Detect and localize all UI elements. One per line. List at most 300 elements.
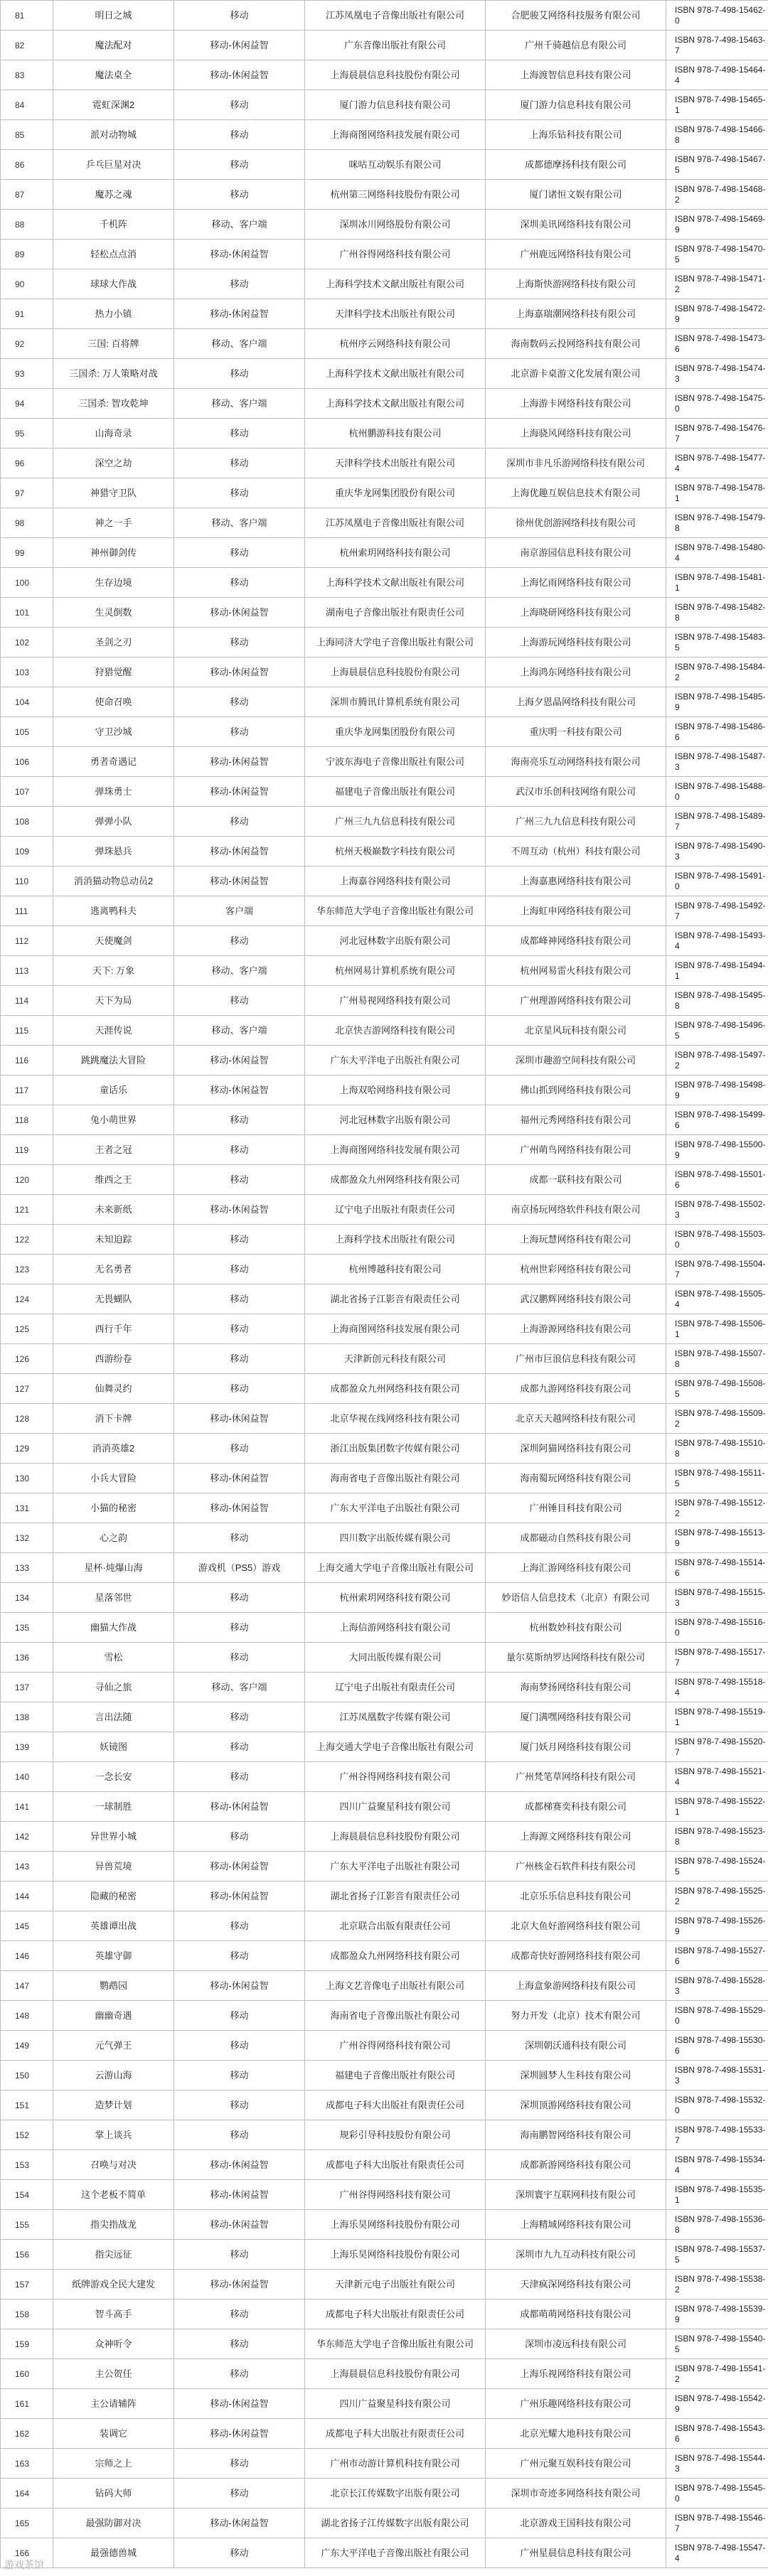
platform-type-cell: 移动 — [174, 1434, 305, 1464]
table-row — [1, 31, 768, 60]
table-row — [1, 1792, 768, 1822]
game-title-cell: 掌上谈兵 — [53, 2120, 174, 2150]
game-title-cell: 最强防御对决 — [53, 2508, 174, 2538]
operator-cell: 深圳寰宇互联网科技有限公司 — [486, 2180, 666, 2210]
game-title-cell: 王者之冠 — [53, 1135, 174, 1165]
publisher-cell: 辽宁电子出版社有限责任公司 — [305, 1673, 486, 1702]
row-number-cell: 138 — [1, 1702, 53, 1732]
platform-type-cell: 移动 — [174, 2061, 305, 2091]
platform-type-cell: 移动、客户端 — [174, 389, 305, 419]
operator-cell: 广州千骑越信息有限公司 — [486, 31, 666, 60]
table-row — [1, 658, 768, 687]
game-title-cell: 云游山海 — [53, 2061, 174, 2091]
isbn-number-cell: ISBN 978-7-498-15523-8 — [666, 1822, 768, 1852]
publisher-cell: 广东大平洋电子出版社有限公司 — [305, 1493, 486, 1523]
isbn-number-cell: ISBN 978-7-498-15533-7 — [666, 2120, 768, 2150]
isbn-number-cell: ISBN 978-7-498-15495-8 — [666, 986, 768, 1016]
game-title-cell: 魔法桌全 — [53, 60, 174, 90]
operator-cell: 上海晓研网络科技有限公司 — [486, 598, 666, 628]
publisher-cell: 江苏凤凰电子音像出版社有限公司 — [305, 1, 486, 31]
platform-type-cell: 移动-休闲益智 — [174, 658, 305, 687]
platform-type-cell: 移动 — [174, 1613, 305, 1643]
table-row — [1, 1643, 768, 1673]
publisher-cell: 杭州索玥网络科技有限公司 — [305, 538, 486, 568]
isbn-number-cell: ISBN 978-7-498-15526-9 — [666, 1911, 768, 1941]
game-title-cell: 轻松点点消 — [53, 240, 174, 269]
operator-cell: 厦门诸恒文娱有限公司 — [486, 180, 666, 210]
row-number-cell: 154 — [1, 2180, 53, 2210]
row-number-cell: 153 — [1, 2150, 53, 2180]
isbn-number-cell: ISBN 978-7-498-15539-9 — [666, 2299, 768, 2329]
row-number-cell: 98 — [1, 508, 53, 538]
publisher-cell: 河北冠林数字出版有限公司 — [305, 926, 486, 956]
game-title-cell: 守卫沙城 — [53, 717, 174, 747]
isbn-number-cell: ISBN 978-7-498-15481-1 — [666, 568, 768, 598]
isbn-number-cell: ISBN 978-7-498-15535-1 — [666, 2180, 768, 2210]
operator-cell: 成都峰神网络科技有限公司 — [486, 926, 666, 956]
operator-cell: 广州核金石软件科技有限公司 — [486, 1852, 666, 1882]
operator-cell: 武汉鹏辉网络科技有限公司 — [486, 1284, 666, 1314]
row-number-cell: 126 — [1, 1344, 53, 1374]
game-title-cell: 寻仙之旅 — [53, 1673, 174, 1702]
operator-cell: 深圳朝沃通科技有限公司 — [486, 2031, 666, 2061]
publisher-cell: 广州谷得网络科技有限公司 — [305, 1762, 486, 1792]
table-row — [1, 2031, 768, 2061]
game-title-cell: 天使魔剑 — [53, 926, 174, 956]
table-row — [1, 329, 768, 359]
table-row — [1, 269, 768, 299]
table-row — [1, 837, 768, 866]
row-number-cell: 82 — [1, 31, 53, 60]
operator-cell: 上海嘉瑞潮网络科技有限公司 — [486, 299, 666, 329]
row-number-cell: 150 — [1, 2061, 53, 2091]
table-row — [1, 478, 768, 508]
publisher-cell: 广州谷得网络科技有限公司 — [305, 2180, 486, 2210]
row-number-cell: 94 — [1, 389, 53, 419]
publisher-cell: 深圳市腾讯计算机系统有限公司 — [305, 687, 486, 717]
operator-cell: 广州市巨浪信息科技有限公司 — [486, 1344, 666, 1374]
publisher-cell: 上海晨晨信息科技股份有限公司 — [305, 60, 486, 90]
operator-cell: 深圳顶游网络科技有限公司 — [486, 2091, 666, 2120]
game-title-cell: 一球制胜 — [53, 1792, 174, 1822]
publisher-cell: 天津新元电子出版社有限公司 — [305, 2270, 486, 2299]
table-row — [1, 1344, 768, 1374]
isbn-number-cell: ISBN 978-7-498-15499-6 — [666, 1105, 768, 1135]
game-title-cell: 异兽荒境 — [53, 1852, 174, 1882]
isbn-number-cell: ISBN 978-7-498-15467-5 — [666, 150, 768, 180]
operator-cell: 成都萌萌网络科技有限公司 — [486, 2299, 666, 2329]
publisher-cell: 上海商图网络科技发展有限公司 — [305, 1135, 486, 1165]
row-number-cell: 100 — [1, 568, 53, 598]
platform-type-cell: 移动-休闲益智 — [174, 1195, 305, 1225]
game-title-cell: 天下为局 — [53, 986, 174, 1016]
isbn-number-cell: ISBN 978-7-498-15508-5 — [666, 1374, 768, 1404]
row-number-cell: 104 — [1, 687, 53, 717]
publisher-cell: 杭州第三网络科技股份有限公司 — [305, 180, 486, 210]
platform-type-cell: 移动 — [174, 1135, 305, 1165]
isbn-number-cell: ISBN 978-7-498-15541-2 — [666, 2359, 768, 2389]
row-number-cell: 105 — [1, 717, 53, 747]
publisher-cell: 广东大平洋电子音像出版社有限公司 — [305, 2538, 486, 2568]
isbn-number-cell: ISBN 978-7-498-15534-4 — [666, 2150, 768, 2180]
game-title-cell: 童话乐 — [53, 1075, 174, 1105]
operator-cell: 上海乐视网络科技有限公司 — [486, 2359, 666, 2389]
isbn-number-cell: ISBN 978-7-498-15520-7 — [666, 1732, 768, 1762]
game-title-cell: 幽猫大作战 — [53, 1613, 174, 1643]
isbn-number-cell: ISBN 978-7-498-15497-2 — [666, 1046, 768, 1075]
operator-cell: 福州元秀网络科技有限公司 — [486, 1105, 666, 1135]
isbn-number-cell: ISBN 978-7-498-15462-0 — [666, 1, 768, 31]
isbn-number-cell: ISBN 978-7-498-15476-7 — [666, 419, 768, 449]
table-row — [1, 1046, 768, 1075]
game-title-cell: 心之韵 — [53, 1523, 174, 1553]
platform-type-cell: 游戏机（PS5）游戏 — [174, 1553, 305, 1583]
game-title-cell: 天下: 万象 — [53, 956, 174, 986]
platform-type-cell: 移动 — [174, 2359, 305, 2389]
row-number-cell: 84 — [1, 90, 53, 120]
game-title-cell: 无畏蝴队 — [53, 1284, 174, 1314]
platform-type-cell: 移动 — [174, 1284, 305, 1314]
publisher-cell: 成都电子科大出版社有限责任公司 — [305, 2299, 486, 2329]
table-row — [1, 240, 768, 269]
platform-type-cell: 移动 — [174, 2449, 305, 2479]
table-row — [1, 2359, 768, 2389]
operator-cell: 海南亮乐互动网络科技有限公司 — [486, 747, 666, 777]
platform-type-cell: 移动 — [174, 1, 305, 31]
isbn-number-cell: ISBN 978-7-498-15490-3 — [666, 837, 768, 866]
isbn-number-cell: ISBN 978-7-498-15464-4 — [666, 60, 768, 90]
row-number-cell: 146 — [1, 1941, 53, 1971]
publisher-cell: 上海文艺音像电子出版社有限公司 — [305, 1971, 486, 2001]
operator-cell: 广州乐趣网络科技有限公司 — [486, 2389, 666, 2419]
operator-cell: 上海玩慧网络科技有限公司 — [486, 1225, 666, 1255]
platform-type-cell: 移动 — [174, 568, 305, 598]
row-number-cell: 99 — [1, 538, 53, 568]
operator-cell: 合肥骏艾网络科技服务有限公司 — [486, 1, 666, 31]
platform-type-cell: 移动-休闲益智 — [174, 2270, 305, 2299]
operator-cell: 努力开发（北京）技术有限公司 — [486, 2001, 666, 2031]
row-number-cell: 130 — [1, 1464, 53, 1493]
operator-cell: 上海游源网络科技有限公司 — [486, 1314, 666, 1344]
platform-type-cell: 移动 — [174, 628, 305, 658]
row-number-cell: 144 — [1, 1882, 53, 1911]
game-title-cell: 天涯传说 — [53, 1016, 174, 1046]
game-title-cell: 球球大作战 — [53, 269, 174, 299]
publisher-cell: 宁波东海电子音像出版社有限公司 — [305, 747, 486, 777]
row-number-cell: 111 — [1, 896, 53, 926]
table-row — [1, 538, 768, 568]
game-title-cell: 圣剑之刃 — [53, 628, 174, 658]
game-title-cell: 异世界小城 — [53, 1822, 174, 1852]
publisher-cell: 上海晨晨信息科技股份有限公司 — [305, 2359, 486, 2389]
game-title-cell: 英雄守御 — [53, 1941, 174, 1971]
publisher-cell: 成都盈众九州网络科技有限公司 — [305, 1941, 486, 1971]
isbn-number-cell: ISBN 978-7-498-15514-6 — [666, 1553, 768, 1583]
game-title-cell: 三国杀: 万人策略对战 — [53, 359, 174, 389]
operator-cell: 上海游卡网络科技有限公司 — [486, 389, 666, 419]
operator-cell: 上海斯快游网络科技有限公司 — [486, 269, 666, 299]
isbn-number-cell: ISBN 978-7-498-15537-5 — [666, 2240, 768, 2270]
isbn-number-cell: ISBN 978-7-498-15545-0 — [666, 2479, 768, 2508]
game-title-cell: 这个老板不简单 — [53, 2180, 174, 2210]
row-number-cell: 123 — [1, 1255, 53, 1284]
table-row — [1, 1374, 768, 1404]
row-number-cell: 166 — [1, 2538, 53, 2568]
platform-type-cell: 移动 — [174, 2479, 305, 2508]
publisher-cell: 大同出版传媒有限公司 — [305, 1643, 486, 1673]
isbn-number-cell: ISBN 978-7-498-15488-0 — [666, 777, 768, 807]
operator-cell: 深圳圆梦人生科技有限公司 — [486, 2061, 666, 2091]
platform-type-cell: 移动 — [174, 687, 305, 717]
row-number-cell: 139 — [1, 1732, 53, 1762]
table-row — [1, 2419, 768, 2449]
game-title-cell: 逃离鸭科夫 — [53, 896, 174, 926]
isbn-number-cell: ISBN 978-7-498-15479-8 — [666, 508, 768, 538]
operator-cell: 上海鸿东网络科技有限公司 — [486, 658, 666, 687]
game-title-cell: 魔法配对 — [53, 31, 174, 60]
isbn-number-cell: ISBN 978-7-498-15502-3 — [666, 1195, 768, 1225]
operator-cell: 武汉市乐创科技网络有限公司 — [486, 777, 666, 807]
row-number-cell: 128 — [1, 1404, 53, 1434]
platform-type-cell: 移动-休闲益智 — [174, 60, 305, 90]
table-row — [1, 419, 768, 449]
operator-cell: 上海渡智信息科技有限公司 — [486, 60, 666, 90]
publisher-cell: 重庆华龙网集团股份有限公司 — [305, 478, 486, 508]
game-title-cell: 召唤与对决 — [53, 2150, 174, 2180]
isbn-number-cell: ISBN 978-7-498-15468-2 — [666, 180, 768, 210]
operator-cell: 妙语信人信息技术（北京）有限公司 — [486, 1583, 666, 1613]
publisher-cell: 河北冠林数字出版有限公司 — [305, 1105, 486, 1135]
isbn-number-cell: ISBN 978-7-498-15524-5 — [666, 1852, 768, 1882]
platform-type-cell: 移动-休闲益智 — [174, 2210, 305, 2240]
table-row — [1, 1075, 768, 1105]
game-title-cell: 跳跳魔法大冒险 — [53, 1046, 174, 1075]
game-title-cell: 千机阵 — [53, 210, 174, 240]
operator-cell: 成都奇快好游网络科技有限公司 — [486, 1941, 666, 1971]
platform-type-cell: 移动 — [174, 1255, 305, 1284]
table-row — [1, 1314, 768, 1344]
platform-type-cell: 移动-休闲益智 — [174, 1493, 305, 1523]
game-title-cell: 山海奇录 — [53, 419, 174, 449]
game-title-cell: 消消猫动物总动员2 — [53, 866, 174, 896]
platform-type-cell: 移动-休闲益智 — [174, 1075, 305, 1105]
row-number-cell: 110 — [1, 866, 53, 896]
platform-type-cell: 移动 — [174, 449, 305, 478]
publisher-cell: 杭州索玥网络科技有限公司 — [305, 1583, 486, 1613]
isbn-number-cell: ISBN 978-7-498-15527-6 — [666, 1941, 768, 1971]
operator-cell: 北京天天越网络科技有限公司 — [486, 1404, 666, 1434]
publisher-cell: 上海商图网络科技发展有限公司 — [305, 120, 486, 150]
row-number-cell: 159 — [1, 2329, 53, 2359]
row-number-cell: 158 — [1, 2299, 53, 2329]
operator-cell: 广州元聚互娱科技有限公司 — [486, 2449, 666, 2479]
operator-cell: 杭州世彩网络科技有限公司 — [486, 1255, 666, 1284]
isbn-number-cell: ISBN 978-7-498-15472-9 — [666, 299, 768, 329]
game-title-cell: 西行千年 — [53, 1314, 174, 1344]
row-number-cell: 135 — [1, 1613, 53, 1643]
game-title-cell: 众神听令 — [53, 2329, 174, 2359]
platform-type-cell: 移动-休闲益智 — [174, 866, 305, 896]
isbn-number-cell: ISBN 978-7-498-15486-6 — [666, 717, 768, 747]
table-row — [1, 1822, 768, 1852]
platform-type-cell: 移动 — [174, 478, 305, 508]
row-number-cell: 165 — [1, 2508, 53, 2538]
platform-type-cell: 移动、客户端 — [174, 508, 305, 538]
row-number-cell: 115 — [1, 1016, 53, 1046]
isbn-number-cell: ISBN 978-7-498-15542-9 — [666, 2389, 768, 2419]
isbn-number-cell: ISBN 978-7-498-15507-8 — [666, 1344, 768, 1374]
isbn-number-cell: ISBN 978-7-498-15536-8 — [666, 2210, 768, 2240]
row-number-cell: 157 — [1, 2270, 53, 2299]
publisher-cell: 上海科学技术文献出版社有限公司 — [305, 568, 486, 598]
row-number-cell: 83 — [1, 60, 53, 90]
publisher-cell: 北京快吉游网络科技有限公司 — [305, 1016, 486, 1046]
row-number-cell: 118 — [1, 1105, 53, 1135]
table-row — [1, 2389, 768, 2419]
game-title-cell: 小猫的秘密 — [53, 1493, 174, 1523]
publisher-cell: 上海同济大学电子音像出版社有限公司 — [305, 628, 486, 658]
table-row — [1, 568, 768, 598]
row-number-cell: 91 — [1, 299, 53, 329]
isbn-number-cell: ISBN 978-7-498-15469-9 — [666, 210, 768, 240]
platform-type-cell: 移动 — [174, 1314, 305, 1344]
table-row — [1, 1105, 768, 1135]
table-row — [1, 2449, 768, 2479]
platform-type-cell: 移动 — [174, 1643, 305, 1673]
row-number-cell: 87 — [1, 180, 53, 210]
operator-cell: 广州三九九信息科技有限公司 — [486, 807, 666, 837]
game-title-cell: 神州御剑传 — [53, 538, 174, 568]
row-number-cell: 125 — [1, 1314, 53, 1344]
table-row — [1, 986, 768, 1016]
game-title-cell: 兔小萌世界 — [53, 1105, 174, 1135]
publisher-cell: 四川广益聚星科技有限公司 — [305, 1792, 486, 1822]
publisher-cell: 上海信游网络科技有限公司 — [305, 1613, 486, 1643]
row-number-cell: 86 — [1, 150, 53, 180]
platform-type-cell: 移动 — [174, 2091, 305, 2120]
table-row — [1, 747, 768, 777]
platform-type-cell: 移动 — [174, 2120, 305, 2150]
publisher-cell: 华东师范大学电子音像出版社有限公司 — [305, 2329, 486, 2359]
isbn-number-cell: ISBN 978-7-498-15489-7 — [666, 807, 768, 837]
publisher-cell: 上海乐昊网络科技股份有限公司 — [305, 2240, 486, 2270]
operator-cell: 北京星风玩科技有限公司 — [486, 1016, 666, 1046]
table-row — [1, 1762, 768, 1792]
row-number-cell: 88 — [1, 210, 53, 240]
table-body — [1, 1, 768, 2568]
table-row — [1, 1255, 768, 1284]
operator-cell: 海南数码云投网络科技有限公司 — [486, 329, 666, 359]
game-title-cell: 主公请辅阵 — [53, 2389, 174, 2419]
operator-cell: 上海源文网络科技有限公司 — [486, 1822, 666, 1852]
game-title-cell: 生存边境 — [53, 568, 174, 598]
table-row — [1, 1195, 768, 1225]
operator-cell: 量尔莫斯纳罗达网络科技有限公司 — [486, 1643, 666, 1673]
game-title-cell: 最强德兽城 — [53, 2538, 174, 2568]
isbn-number-cell: ISBN 978-7-498-15538-2 — [666, 2270, 768, 2299]
game-title-cell: 未来新纸 — [53, 1195, 174, 1225]
publisher-cell: 天津科学技术出版社有限公司 — [305, 449, 486, 478]
operator-cell: 深圳阿猫网络科技有限公司 — [486, 1434, 666, 1464]
game-title-cell: 消下卡牌 — [53, 1404, 174, 1434]
row-number-cell: 114 — [1, 986, 53, 1016]
row-number-cell: 161 — [1, 2389, 53, 2419]
platform-type-cell: 移动、客户端 — [174, 329, 305, 359]
game-title-cell: 幽幽奇遇 — [53, 2001, 174, 2031]
row-number-cell: 81 — [1, 1, 53, 31]
operator-cell: 厦门满嘿网络科技有限公司 — [486, 1702, 666, 1732]
game-title-cell: 星杯·炖爆山海 — [53, 1553, 174, 1583]
table-row — [1, 180, 768, 210]
isbn-number-cell: ISBN 978-7-498-15471-2 — [666, 269, 768, 299]
row-number-cell: 96 — [1, 449, 53, 478]
isbn-number-cell: ISBN 978-7-498-15510-8 — [666, 1434, 768, 1464]
operator-cell: 成都新游网络科技有限公司 — [486, 2150, 666, 2180]
isbn-number-cell: ISBN 978-7-498-15501-6 — [666, 1165, 768, 1195]
operator-cell: 杭州数妙科技有限公司 — [486, 1613, 666, 1643]
operator-cell: 南京游园信息科技有限公司 — [486, 538, 666, 568]
row-number-cell: 112 — [1, 926, 53, 956]
isbn-number-cell: ISBN 978-7-498-15543-6 — [666, 2419, 768, 2449]
game-title-cell: 弹珠悬兵 — [53, 837, 174, 866]
game-title-cell: 纸牌游戏全民大建发 — [53, 2270, 174, 2299]
platform-type-cell: 移动 — [174, 419, 305, 449]
publisher-cell: 江苏凤凰数字传媒有限公司 — [305, 1702, 486, 1732]
isbn-number-cell: ISBN 978-7-498-15500-9 — [666, 1135, 768, 1165]
row-number-cell: 85 — [1, 120, 53, 150]
row-number-cell: 134 — [1, 1583, 53, 1613]
row-number-cell: 149 — [1, 2031, 53, 2061]
platform-type-cell: 移动 — [174, 1822, 305, 1852]
game-title-cell: 仙舞灵约 — [53, 1374, 174, 1404]
table-row — [1, 2329, 768, 2359]
operator-cell: 天津疯深网络科技有限公司 — [486, 2270, 666, 2299]
table-row — [1, 60, 768, 90]
operator-cell: 上海精域网络科技有限公司 — [486, 2210, 666, 2240]
publisher-cell: 福建电子音像出版社有限公司 — [305, 777, 486, 807]
platform-type-cell: 移动-休闲益智 — [174, 837, 305, 866]
operator-cell: 北京大鱼好游网络科技有限公司 — [486, 1911, 666, 1941]
publisher-cell: 北京长江传媒数字出版有限公司 — [305, 2479, 486, 2508]
publisher-cell: 上海乐昊网络科技股份有限公司 — [305, 2210, 486, 2240]
publisher-cell: 浙江出版集团数字传媒有限公司 — [305, 1434, 486, 1464]
game-title-cell: 指尖指战龙 — [53, 2210, 174, 2240]
game-title-cell: 雪松 — [53, 1643, 174, 1673]
table-row — [1, 687, 768, 717]
table-row — [1, 2538, 768, 2568]
platform-type-cell: 移动 — [174, 2299, 305, 2329]
publisher-cell: 湖北省扬子江影音有限责任公司 — [305, 1284, 486, 1314]
isbn-number-cell: ISBN 978-7-498-15544-3 — [666, 2449, 768, 2479]
row-number-cell: 116 — [1, 1046, 53, 1075]
table-row — [1, 2091, 768, 2120]
operator-cell: 海南梦扬网络科技有限公司 — [486, 1673, 666, 1702]
isbn-number-cell: ISBN 978-7-498-15528-3 — [666, 1971, 768, 2001]
publisher-cell: 杭州博越科技有限公司 — [305, 1255, 486, 1284]
isbn-number-cell: ISBN 978-7-498-15515-3 — [666, 1583, 768, 1613]
publisher-cell: 广州市动游计算机科技有限公司 — [305, 2449, 486, 2479]
isbn-number-cell: ISBN 978-7-498-15498-9 — [666, 1075, 768, 1105]
isbn-number-cell: ISBN 978-7-498-15496-5 — [666, 1016, 768, 1046]
isbn-number-cell: ISBN 978-7-498-15517-7 — [666, 1643, 768, 1673]
game-title-cell: 言出法随 — [53, 1702, 174, 1732]
operator-cell: 厦门游力信息科技有限公司 — [486, 90, 666, 120]
row-number-cell: 106 — [1, 747, 53, 777]
platform-type-cell: 移动 — [174, 2031, 305, 2061]
table-row — [1, 2299, 768, 2329]
platform-type-cell: 移动-休闲益智 — [174, 1464, 305, 1493]
row-number-cell: 163 — [1, 2449, 53, 2479]
